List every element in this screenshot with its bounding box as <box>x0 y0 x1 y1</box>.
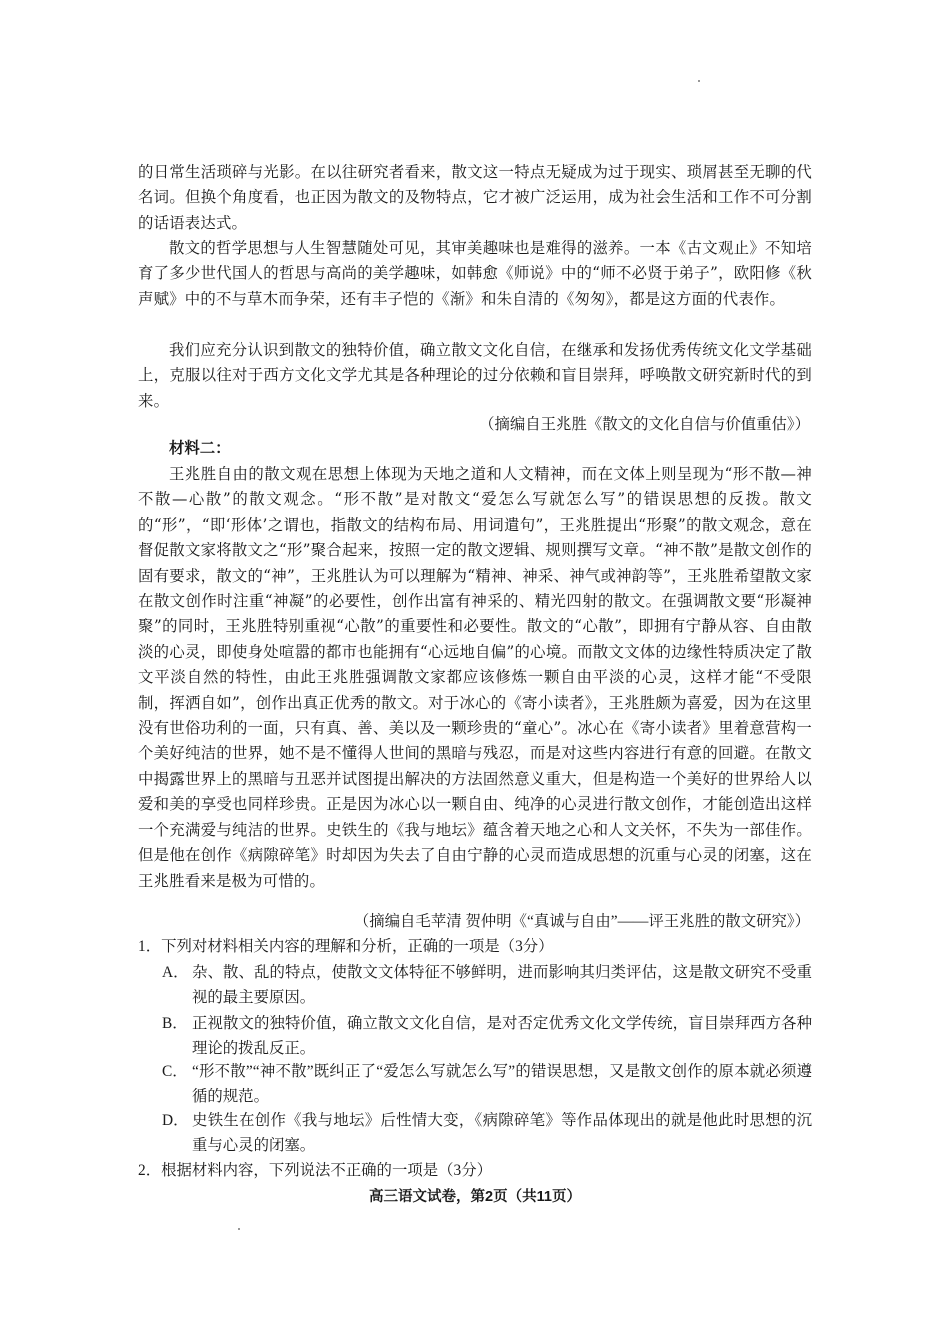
material-two-body: 王兆胜自由的散文观在思想上体现为天地之道和人文精神，而在文体上则呈现为“形不散—神不散—心散”的散文观念。“形不散”是对散文“爱怎么写就怎么写”的错误思想的反拨。散文的“形”，“即‘形体’之谓也，指散文的结构布局、用词遣句”，王兆胜提出“形聚”的散文观念，意在督促散文家将散文之“形”聚合起来，按照一定的散文逻辑、规则撰写文章。“神不散”是散文创作的固有要求，散文的“神”，王兆胜认为可以理解为“精神、神采、神气或神韵等”，王兆胜希望散文家在散文创作时注重“神凝”的必要性，创作出富有神采的、精光四射的散文。在强调散文要“形凝神聚”的同时，王兆胜特别重视“心散”的重要性和必要性。散文的“心散”，即拥有宁静从容、自由散淡的心灵，即使身处喧嚣的都市也能拥有“心远地自偏”的心境。而散文文体的边缘性特质决定了散文平淡自然的特性，由此王兆胜强调散文家都应该修炼一颗自由平淡的心灵，这样才能“不受限制，挥洒自如”，创作出真正优秀的散文。对于冰心的《寄小读者》，王兆胜颇为喜爱，因为在这里没有世俗功利的一面，只有真、善、美以及一颗珍贵的“童心”。冰心在《寄小读者》里着意营构一个美好纯洁的世界，她不是不懂得人世间的黑暗与残忍，而是对这些内容进行有意的回避。在散文中揭露世界上的黑暗与丑恶并试图提出解决的方法固然意义重大，但是构造一个美好的世界给人以爱和美的享受也同样珍贵。正是因为冰心以一颗自由、纯净的心灵进行散文创作，才能创造出这样一个充满爱与纯洁的世界。史铁生的《我与地坛》蕴含着天地之心和人文关怀，不失为一部佳作。但是他在创作《病隙碎笔》时却因为失去了自由宁静的心灵而造成思想的沉重与心灵的闭塞，这在王兆胜看来是极为可惜的。 <box>138 465 812 890</box>
question-1-option-d[interactable] <box>162 1108 812 1159</box>
option-text: 正视散文的独特价值，确立散文文化自信，是对否定优秀文化文学传统，盲目崇拜西方各种理论的拨乱反正。 <box>192 1015 812 1058</box>
material-one-source: （摘编自王兆胜《散文的文化自信与价值重估》） <box>479 416 810 433</box>
option-label: D． <box>162 1112 189 1129</box>
option-text: 史铁生在创作《我与地坛》后性情大变，《病隙碎笔》等作品体现出的就是他此时思想的沉重与心灵的闭塞。 <box>192 1112 812 1155</box>
page-footer: 高三语文试卷，第2页（共11页） <box>369 1189 581 1205</box>
question-1-option-a[interactable] <box>162 960 812 1011</box>
material-two-source: （摘编自毛苹清 贺仲明《“真诚与自由”——评王兆胜的散文研究》） <box>353 913 810 930</box>
question-1-option-c[interactable] <box>162 1059 812 1110</box>
question-2-stem: 2．根据材料内容，下列说法不正确的一项是（3分） <box>138 1162 492 1179</box>
option-label: A． <box>162 964 189 981</box>
scan-dot-top <box>698 80 700 82</box>
material-one-paragraph-1: 的日常生活琐碎与光影。在以往研究者看来，散文这一特点无疑成为过于现实、琐屑甚至无聊的代名词。但换个角度看，也正因为散文的及物特点，它才被广泛运用，成为社会生活和工作不可分割的话语表达式。 <box>138 163 812 232</box>
question-1-stem: 1．下列对材料相关内容的理解和分析，正确的一项是（3分） <box>138 938 554 955</box>
material-one-paragraph-3: 我们应充分认识到散文的独特价值，确立散文文化自信，在继承和发扬优秀传统文化文学基础上，克服以往对于西方文化文学尤其是各种理论的过分依赖和盲目崇拜，呼唤散文研究新时代的到来。 <box>138 341 812 410</box>
scan-dot-bottom <box>238 1228 240 1230</box>
question-1-option-b[interactable] <box>162 1011 812 1062</box>
material-two-heading: 材料二： <box>169 440 231 457</box>
option-text: 杂、散、乱的特点，使散文文体特征不够鲜明，进而影响其归类评估，这是散文研究不受重视的最主要原因。 <box>192 964 812 1007</box>
material-one-paragraph-2: 散文的哲学思想与人生智慧随处可见，其审美趣味也是难得的滋养。一本《古文观止》不知培育了多少世代国人的哲思与高尚的美学趣味，如韩愈《师说》中的“师不必贤于弟子”，欧阳修《秋声赋》中的不与草木而争荣，还有丰子恺的《渐》和朱自清的《匆匆》，都是这方面的代表作。 <box>138 239 812 308</box>
option-text: “形不散”“神不散”既纠正了“爱怎么写就怎么写”的错误思想，又是散文创作的原本就必须遵循的规范。 <box>192 1063 812 1106</box>
option-label: C． <box>162 1063 188 1080</box>
option-label: B． <box>162 1015 188 1032</box>
